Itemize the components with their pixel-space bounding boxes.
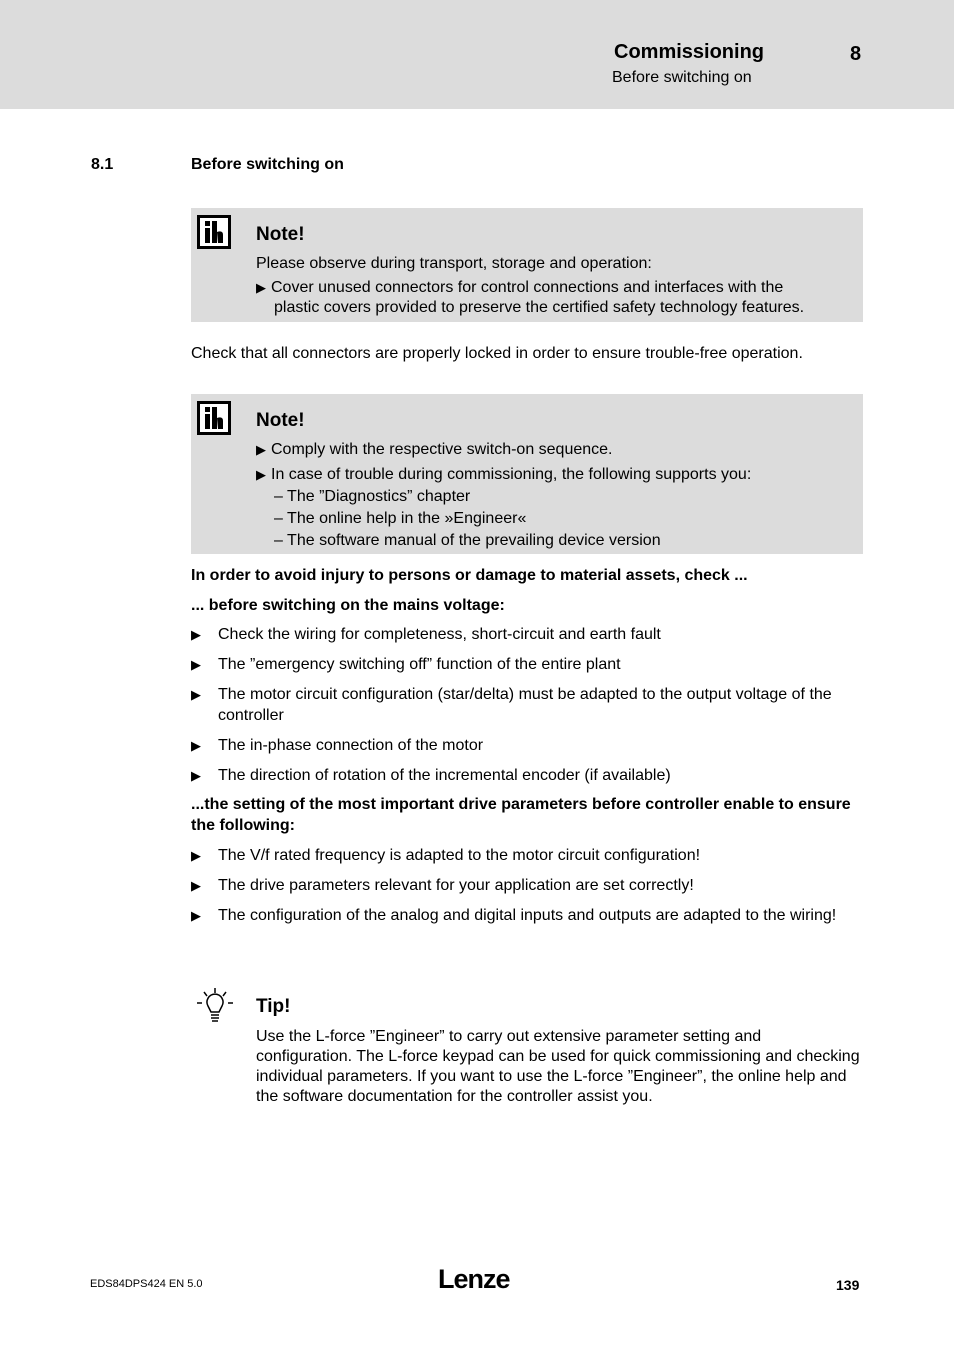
note-intro: Please observe during transport, storage and operation: bbox=[256, 255, 652, 272]
note-title: Note! bbox=[256, 410, 305, 431]
info-icon bbox=[197, 401, 231, 435]
lenze-logo: Lenze bbox=[438, 1264, 510, 1294]
triangle-right-icon: ▶ bbox=[191, 657, 201, 672]
tip-text: Use the L-force ”Engineer” to carry out extensive parameter setting and configuration. The L-force keypad can be used for quick commissioning and checking individual parameters. If you want to use the L-force ”Engineer”, the online help and the software documentation for the controller assist you. bbox=[256, 1028, 860, 1105]
lightbulb-icon bbox=[195, 986, 235, 1026]
note-box bbox=[191, 208, 863, 322]
document-id: EDS84DPS424 EN 5.0 bbox=[90, 1278, 203, 1290]
note-subitem: – The online help in the »Engineer« bbox=[274, 510, 527, 527]
section-title: Before switching on bbox=[191, 156, 344, 173]
triangle-right-icon: ▶ bbox=[191, 627, 201, 642]
note-subitem: – The ”Diagnostics” chapter bbox=[274, 488, 471, 505]
check-paragraph: Check that all connectors are properly locked in order to ensure trouble-free operation. bbox=[191, 345, 803, 362]
chapter-number: 8 bbox=[850, 43, 862, 65]
triangle-right-icon: ▶ bbox=[191, 878, 201, 893]
triangle-right-icon: ▶ bbox=[191, 848, 201, 863]
triangle-right-icon: ▶ bbox=[256, 467, 266, 482]
note-title: Note! bbox=[256, 224, 305, 245]
params-heading: ...the setting of the most important drive parameters before controller enable to ensure the following: bbox=[191, 796, 851, 834]
note-bullet: ▶ Comply with the respective switch-on sequence. bbox=[256, 441, 613, 458]
triangle-right-icon: ▶ bbox=[191, 738, 201, 753]
triangle-right-icon: ▶ bbox=[191, 768, 201, 783]
page-header bbox=[0, 0, 954, 109]
note-subitem: – The software manual of the prevailing device version bbox=[274, 532, 661, 549]
note-bullet-continued: plastic covers provided to preserve the certified safety technology features. bbox=[274, 299, 805, 316]
page-number: 139 bbox=[836, 1277, 860, 1293]
header-subtitle: Before switching on bbox=[612, 69, 752, 86]
note-bullet: ▶ In case of trouble during commissioning, the following supports you: bbox=[256, 466, 752, 483]
header-title: Commissioning bbox=[614, 41, 765, 63]
note-box bbox=[191, 394, 863, 554]
note-bullet: ▶ Cover unused connectors for control connections and interfaces with the bbox=[256, 279, 784, 296]
mains-heading: ... before switching on the mains voltage: bbox=[191, 597, 505, 614]
tip-title: Tip! bbox=[256, 996, 291, 1017]
section-number: 8.1 bbox=[91, 156, 114, 173]
injury-heading: In order to avoid injury to persons or damage to material assets, check ... bbox=[191, 567, 748, 584]
info-icon bbox=[197, 215, 231, 249]
triangle-right-icon: ▶ bbox=[256, 442, 266, 457]
triangle-right-icon: ▶ bbox=[191, 908, 201, 923]
triangle-right-icon: ▶ bbox=[191, 687, 201, 702]
triangle-right-icon: ▶ bbox=[256, 280, 266, 295]
